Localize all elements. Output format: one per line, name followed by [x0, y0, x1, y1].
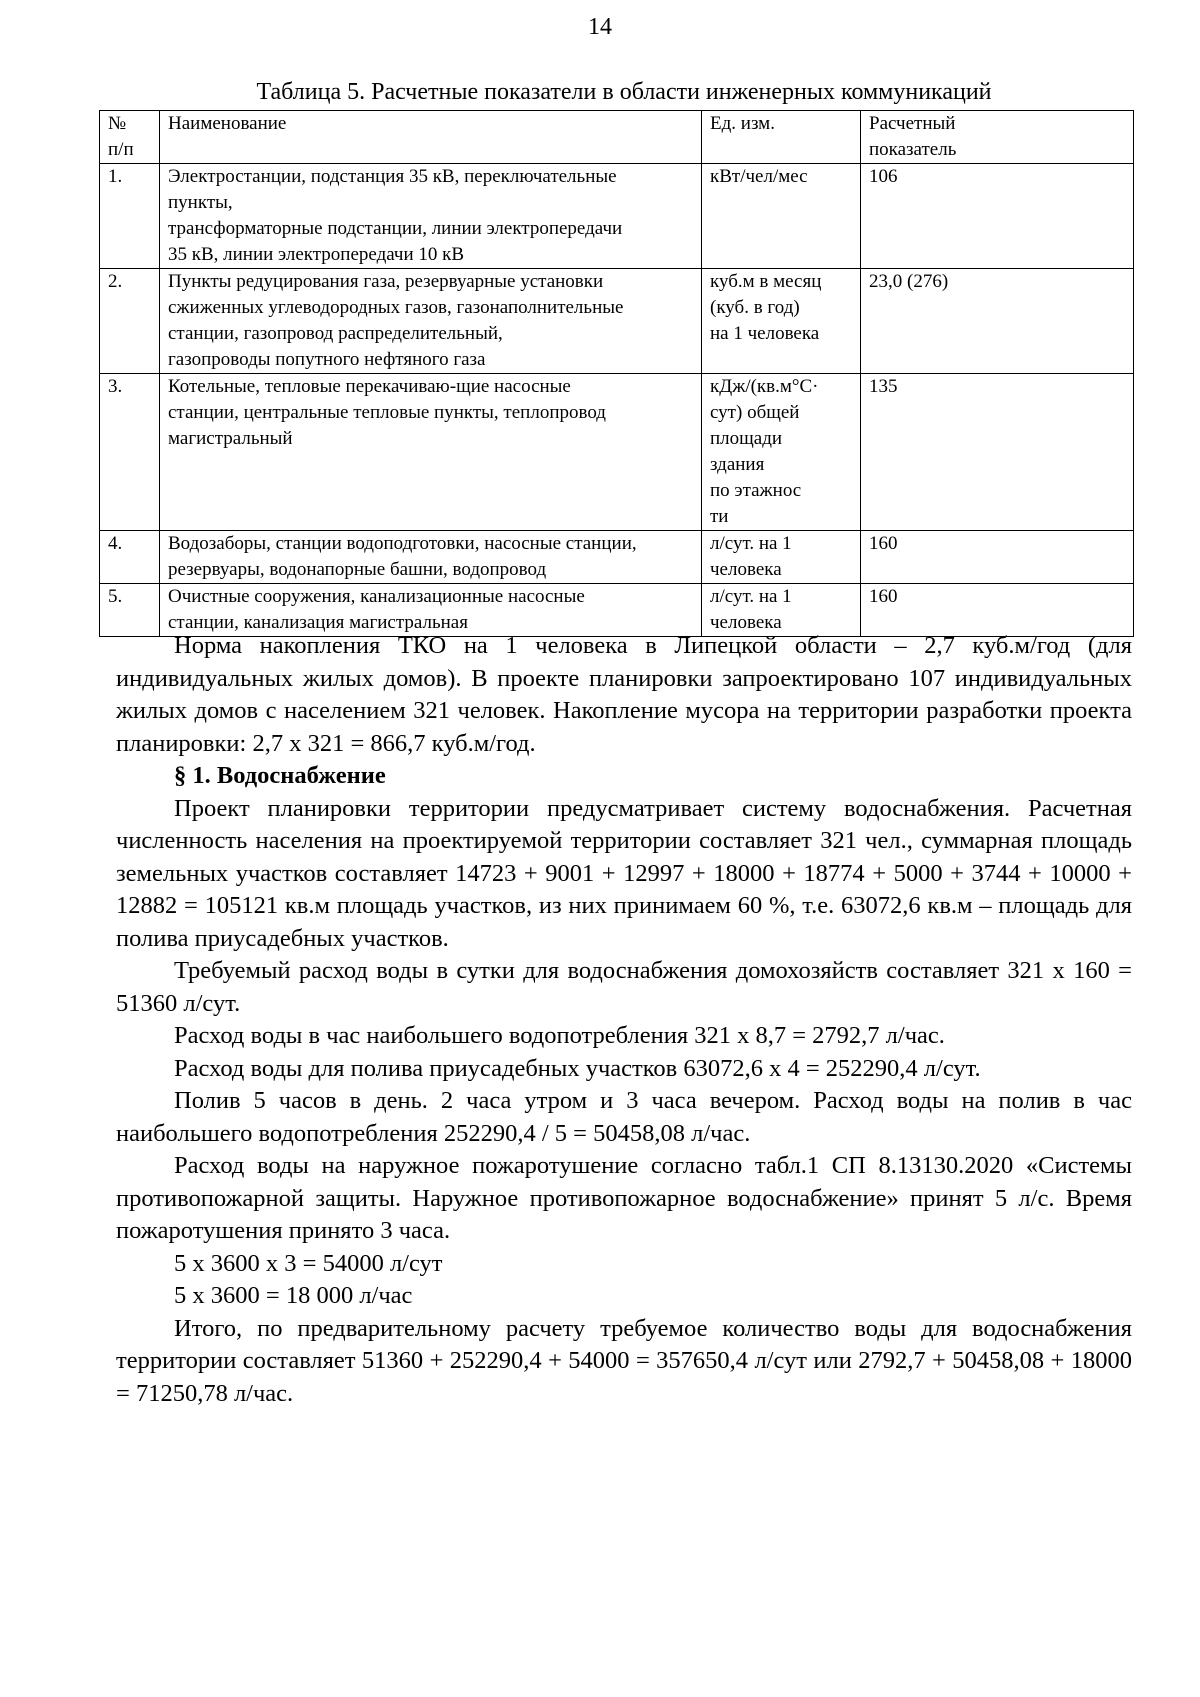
- cell-name-line: трансформаторные подстанции, линии электропередачи: [168, 218, 623, 239]
- paragraph-water-system: Проект планировки территории предусматривает систему водоснабжения. Расчетная численность населения на проектируемой территории составляет 321 чел., суммарная площадь земельных участков составляет 14723 + 9001 + 12997 + 18000 + 18774 + 5000 + 3744 + 10000 + 12882 = 105121 кв.м площадь участков, из них принимаем 60 %, т.е. 63072,6 кв.м – площадь для полива приусадебных участков.: [116, 794, 1132, 952]
- table-row: [100, 374, 1134, 531]
- cell-name: [160, 164, 702, 269]
- table-header-row: [100, 111, 1134, 164]
- table-row: [100, 584, 1134, 637]
- header-unit: Ед. изм.: [702, 111, 861, 164]
- cell-number: 2.: [100, 269, 160, 374]
- header-number: [100, 111, 160, 164]
- cell-name-line: резервуары, водонапорные башни, водопровод: [168, 559, 547, 580]
- cell-number: 3.: [100, 374, 160, 531]
- section-heading-water-supply: § 1. Водоснабжение: [174, 762, 386, 789]
- cell-name-line: Очистные сооружения, канализационные насосные: [168, 586, 585, 607]
- cell-unit: [702, 269, 861, 374]
- cell-name-line: пункты,: [168, 192, 233, 213]
- cell-unit-line: л/сут. на 1: [710, 533, 792, 554]
- header-value: [861, 111, 1134, 164]
- table-row: [100, 531, 1134, 584]
- table-caption: Таблица 5. Расчетные показатели в области инженерных коммуникаций: [256, 79, 992, 105]
- cell-value: 160: [861, 531, 1134, 584]
- table-body: [100, 164, 1134, 637]
- cell-unit-line: по этажнос: [710, 480, 802, 501]
- paragraph-irrigation-schedule: Полив 5 часов в день. 2 часа утром и 3 часа вечером. Расход воды на полив в час наибольшего водопотребления 252290,4 / 5 = 50458,08 л/час.: [116, 1087, 1132, 1147]
- cell-name-line: Пункты редуцирования газа, резервуарные установки: [168, 271, 604, 292]
- body-text: [116, 630, 1132, 1410]
- header-value-line1: Расчетный: [869, 113, 956, 134]
- cell-unit: [702, 584, 861, 637]
- formula-daily-fire: 5 х 3600 х 3 = 54000 л/сут: [174, 1249, 443, 1277]
- header-value-line2: показатель: [869, 139, 957, 160]
- cell-name: [160, 531, 702, 584]
- cell-name-line: газопроводы попутного нефтяного газа: [168, 349, 486, 370]
- header-name: Наименование: [160, 111, 702, 164]
- paragraph-total: Итого, по предварительному расчету требуемое количество воды для водоснабжения территории составляет 51360 + 252290,4 + 54000 = 357650,4 л/сут или 2792,7 + 50458,08 + 18000 = 71250,78 л/час.: [116, 1314, 1132, 1407]
- cell-value: 135: [861, 374, 1134, 531]
- cell-unit-line: л/сут. на 1: [710, 586, 792, 607]
- cell-unit-line: ти: [710, 506, 729, 527]
- page-number: 14: [588, 14, 612, 40]
- cell-name-line: станции, газопровод распределительный,: [168, 323, 503, 344]
- cell-unit-line: площади: [710, 428, 783, 449]
- paragraph-daily-consumption: Требуемый расход воды в сутки для водоснабжения домохозяйств составляет 321 х 160 = 51360 л/сут.: [116, 957, 1132, 1017]
- paragraph-fire-fighting: Расход воды на наружное пожаротушение согласно табл.1 СП 8.13130.2020 «Системы противопожарной защиты. Наружное противопожарное водоснабжение» принят 5 л/с. Время пожаротушения принято 3 часа.: [116, 1152, 1132, 1244]
- cell-name-line: магистральный: [168, 428, 293, 449]
- header-number-line2: п/п: [108, 139, 134, 160]
- cell-value: 106: [861, 164, 1134, 269]
- cell-number: 5.: [100, 584, 160, 637]
- cell-unit-line: кВт/чел/мес: [710, 166, 808, 187]
- cell-value: 160: [861, 584, 1134, 637]
- cell-unit-line: здания: [710, 454, 765, 475]
- header-number-line1: №: [108, 113, 127, 134]
- cell-name: [160, 374, 702, 531]
- cell-name-line: Водозаборы, станции водоподготовки, насосные станции,: [168, 533, 637, 554]
- cell-unit-line: человека: [710, 559, 782, 580]
- cell-name: [160, 269, 702, 374]
- cell-unit: [702, 374, 861, 531]
- cell-number: 4.: [100, 531, 160, 584]
- paragraph-irrigation: Расход воды для полива приусадебных участков 63072,6 х 4 = 252290,4 л/сут.: [174, 1054, 981, 1082]
- cell-name: [160, 584, 702, 637]
- cell-unit-line: человека: [710, 612, 782, 633]
- cell-unit-line: кДж/(кв.м°С·: [710, 376, 819, 397]
- cell-name-line: станции, центральные тепловые пункты, теплопровод: [168, 402, 606, 423]
- cell-value: 23,0 (276): [861, 269, 1134, 374]
- cell-unit-line: (куб. в год): [710, 297, 800, 318]
- table-row: [100, 269, 1134, 374]
- cell-name-line: станции, канализация магистральная: [168, 612, 468, 633]
- table-row: [100, 164, 1134, 269]
- paragraph-peak-hour: Расход воды в час наибольшего водопотребления 321 х 8,7 = 2792,7 л/час.: [174, 1022, 945, 1049]
- cell-unit: [702, 531, 861, 584]
- paragraph-tko-norm: Норма накопления ТКО на 1 человека в Липецкой области – 2,7 куб.м/год (для индивидуальных жилых домов). В проекте планировки запроектировано 107 индивидуальных жилых домов с населением 321 человек. Накопление мусора на территории разработки проекта планировки: 2,7 х 321 = 866,7 куб.м/год.: [116, 632, 1132, 757]
- cell-name-line: сжиженных углеводородных газов, газонаполнительные: [168, 297, 624, 318]
- cell-unit-line: сут) общей: [710, 402, 800, 423]
- cell-name-line: 35 кВ, линии электропередачи 10 кВ: [168, 244, 465, 265]
- cell-unit-line: куб.м в месяц: [710, 271, 822, 292]
- cell-name-line: Котельные, тепловые перекачиваю-щие насосные: [168, 376, 571, 397]
- formula-hourly-fire: 5 х 3600 = 18 000 л/час: [174, 1282, 413, 1309]
- indicators-table: [99, 110, 1134, 637]
- cell-unit: [702, 164, 861, 269]
- cell-name-line: Электростанции, подстанция 35 кВ, переключательные: [168, 166, 617, 187]
- cell-number: 1.: [100, 164, 160, 269]
- cell-unit-line: на 1 человека: [710, 323, 820, 344]
